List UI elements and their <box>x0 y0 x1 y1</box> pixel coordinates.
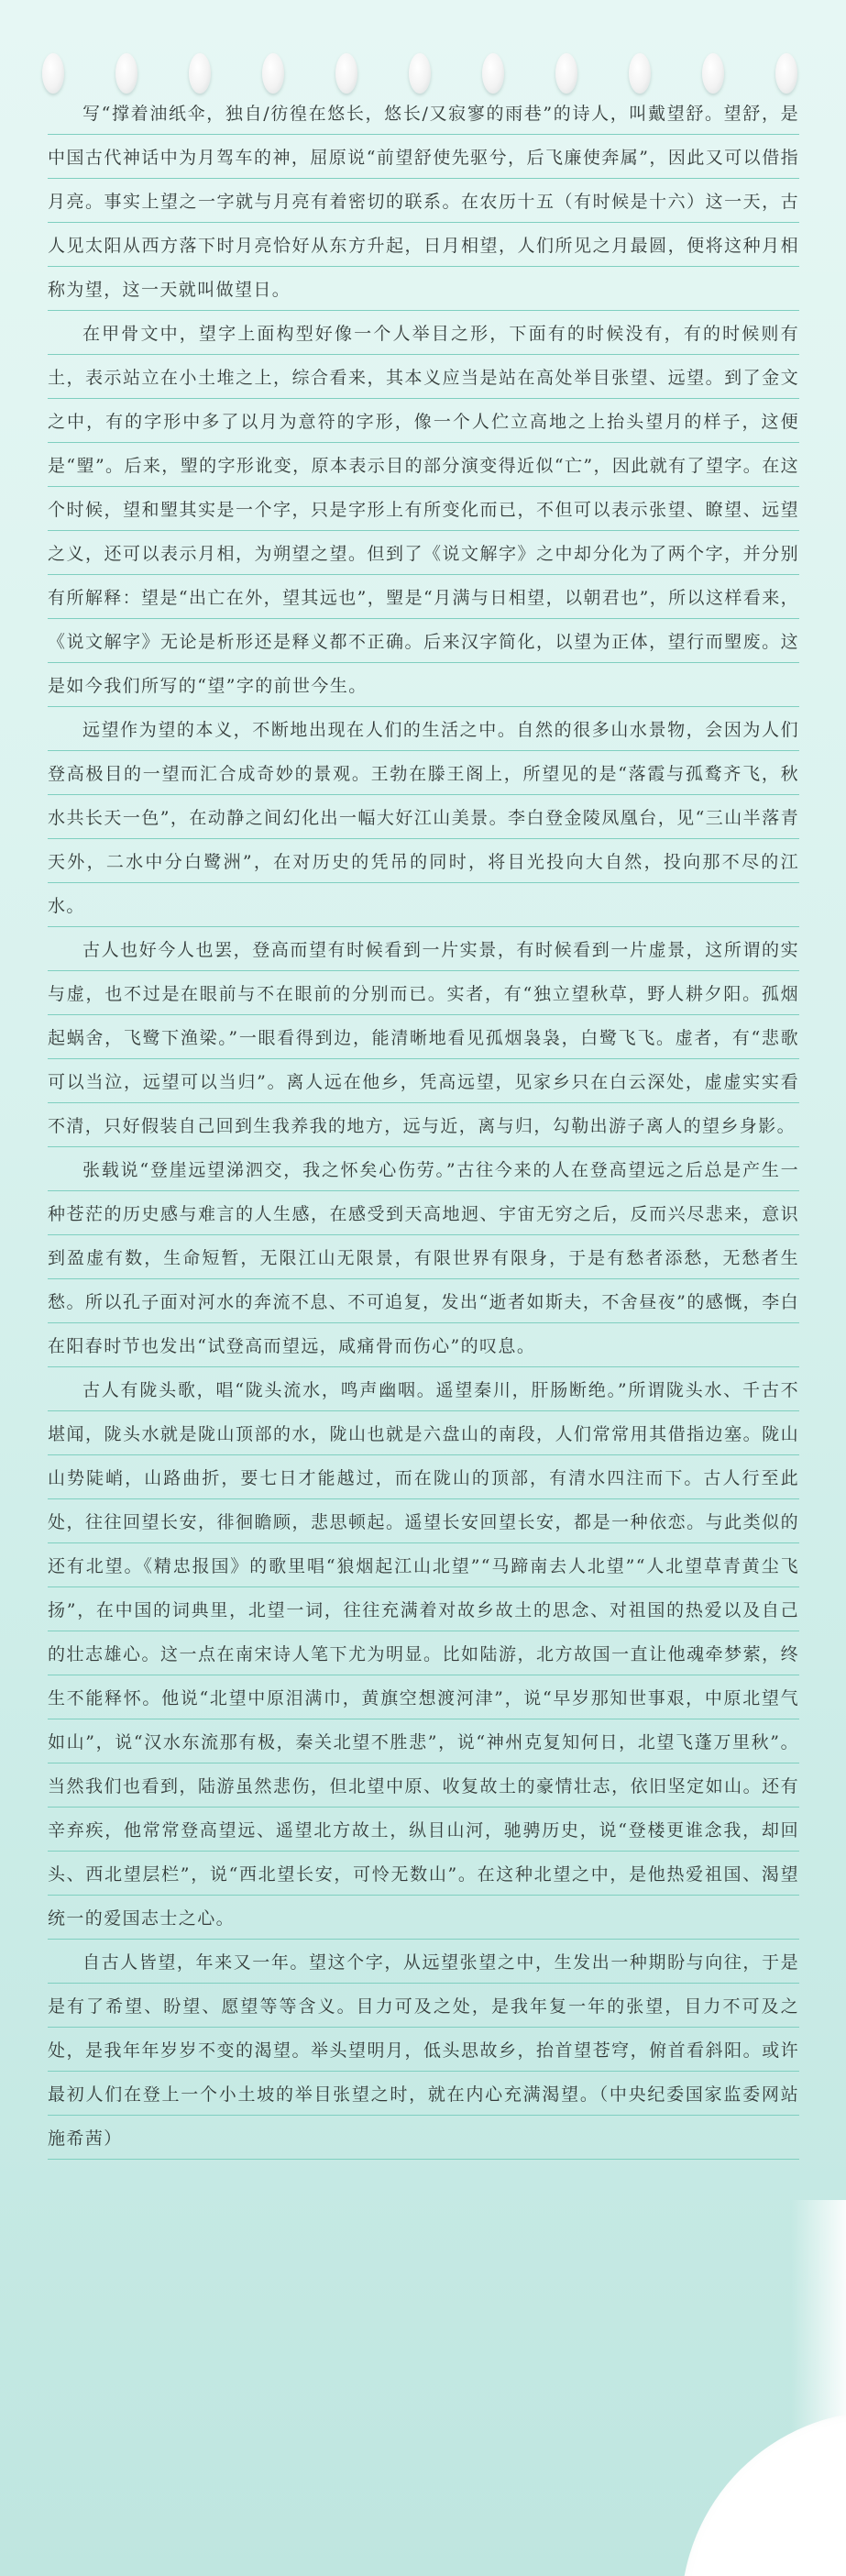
binding-hole <box>629 53 651 94</box>
binding-hole <box>555 53 577 94</box>
page-curl-corner <box>681 2411 846 2576</box>
article-paragraph: 张载说“登崖远望涕泗交，我之怀矣心伤劳。”古往今来的人在登高望远之后总是产生一种苍茫的历史感与难言的人生感，在感受到天高地迥、宇宙无穷之后，反而兴尽悲来，意识到盈虚有数，生命短暂，无限江山无限景，有限世界有限身，于是有愁者添愁，无愁者生愁。所以孔子面对河水的奔流不息、不可追复，发出“逝者如斯夫，不舍昼夜”的感慨，李白在阳春时节也发出“试登高而望远，咸痛骨而伤心”的叹息。 <box>48 1148 799 1368</box>
article-paragraph: 古人也好今人也罢，登高而望有时候看到一片实景，有时候看到一片虚景，这所谓的实与虚，也不过是在眼前与不在眼前的分别而已。实者，有“独立望秋草，野人耕夕阳。孤烟起蜗舍，飞鹭下渔梁。”一眼看得到边，能清晰地看见孤烟袅袅，白鹭飞飞。虚者，有“悲歌可以当泣，远望可以当归”。离人远在他乡，凭高远望，见家乡只在白云深处，虚虚实实看不清，只好假装自己回到生我养我的地方，远与近，离与归，勾勒出游子离人的望乡身影。 <box>48 928 799 1148</box>
binding-hole <box>115 53 137 94</box>
page-curl-shadow <box>791 2200 846 2438</box>
article-paragraph: 自古人皆望，年来又一年。望这个字，从远望张望之中，生发出一种期盼与向往，于是是有了希望、盼望、愿望等等含义。目力可及之处，是我年复一年的张望，目力不可及之处，是我年年岁岁不变的渴望。举头望明月，低头思故乡，抬首望苍穹，俯首看斜阳。或许最初人们在登上一个小土坡的举目张望之时，就在内心充满渴望。（中央纪委国家监委网站 施希茜） <box>48 1940 799 2161</box>
article-paragraph: 写“撑着油纸伞，独自/彷徨在悠长，悠长/又寂寥的雨巷”的诗人，叫戴望舒。望舒，是中国古代神话中为月驾车的神，屈原说“前望舒使先驱兮，后飞廉使奔属”，因此又可以借指月亮。事实上望之一字就与月亮有着密切的联系。在农历十五（有时候是十六）这一天，古人见太阳从西方落下时月亮恰好从东方升起，日月相望，人们所见之月最圆，便将这种月相称为望，这一天就叫做望日。 <box>48 92 799 312</box>
binding-hole <box>409 53 431 94</box>
article-paragraph: 古人有陇头歌，唱“陇头流水，鸣声幽咽。遥望秦川，肝肠断绝。”所谓陇头水、千古不堪闻，陇头水就是陇山顶部的水，陇山也就是六盘山的南段，人们常常用其借指边塞。陇山山势陡峭，山路曲折，要七日才能越过，而在陇山的顶部，有清水四注而下。古人行至此处，往往回望长安，徘徊瞻顾，悲思顿起。遥望长安回望长安，都是一种依恋。与此类似的还有北望。《精忠报国》的歌里唱“狼烟起江山北望”“马蹄南去人北望”“人北望草青黄尘飞扬”，在中国的词典里，北望一词，往往充满着对故乡故土的思念、对祖国的热爱以及自己的壮志雄心。这一点在南宋诗人笔下尤为明显。比如陆游，北方故国一直让他魂牵梦萦，终生不能释怀。他说“北望中原泪满巾，黄旗空想渡河津”，说“早岁那知世事艰，中原北望气如山”，说“汉水东流那有极，秦关北望不胜悲”，说“神州克复知何日，北望飞蓬万里秋”。当然我们也看到，陆游虽然悲伤，但北望中原、收复故土的豪情壮志，依旧坚定如山。还有辛弃疾，他常常登高望远、遥望北方故土，纵目山河，驰骋历史，说“登楼更谁念我，却回头、西北望层栏”，说“西北望长安，可怜无数山”。在这种北望之中，是他热爱祖国、渴望统一的爱国志士之心。 <box>48 1368 799 1940</box>
binding-hole <box>42 53 64 94</box>
binding-hole <box>335 53 357 94</box>
article-paragraph: 在甲骨文中，望字上面构型好像一个人举目之形，下面有的时候没有，有的时候则有土，表示站立在小土堆之上，综合看来，其本义应当是站在高处举目张望、远望。到了金文之中，有的字形中多了以月为意符的字形，像一个人伫立高地之上抬头望月的样子，这便是“朢”。后来，朢的字形讹变，原本表示目的部分演变得近似“亡”，因此就有了望字。在这个时候，望和朢其实是一个字，只是字形上有所变化而已，不但可以表示张望、瞭望、远望之义，还可以表示月相，为朔望之望。但到了《说文解字》之中却分化为了两个字，并分别有所解释：望是“出亡在外，望其远也”，朢是“月满与日相望，以朝君也”，所以这样看来，《说文解字》无论是析形还是释义都不正确。后来汉字简化，以望为正体，望行而朢废。这是如今我们所写的“望”字的前世今生。 <box>48 312 799 708</box>
binding-hole <box>775 53 797 94</box>
binding-hole <box>482 53 504 94</box>
article-paragraph: 远望作为望的本义，不断地出现在人们的生活之中。自然的很多山水景物，会因为人们登高极目的一望而汇合成奇妙的景观。王勃在滕王阁上，所望见的是“落霞与孤鹜齐飞，秋水共长天一色”，在动静之间幻化出一幅大好江山美景。李白登金陵凤凰台，见“三山半落青天外，二水中分白鹭洲”，在对历史的凭吊的同时，将目光投向大自然，投向那不尽的江水。 <box>48 708 799 928</box>
binding-hole <box>189 53 211 94</box>
article-body <box>48 92 799 2161</box>
notebook-binding <box>37 53 809 97</box>
binding-hole <box>702 53 724 94</box>
binding-hole <box>262 53 284 94</box>
